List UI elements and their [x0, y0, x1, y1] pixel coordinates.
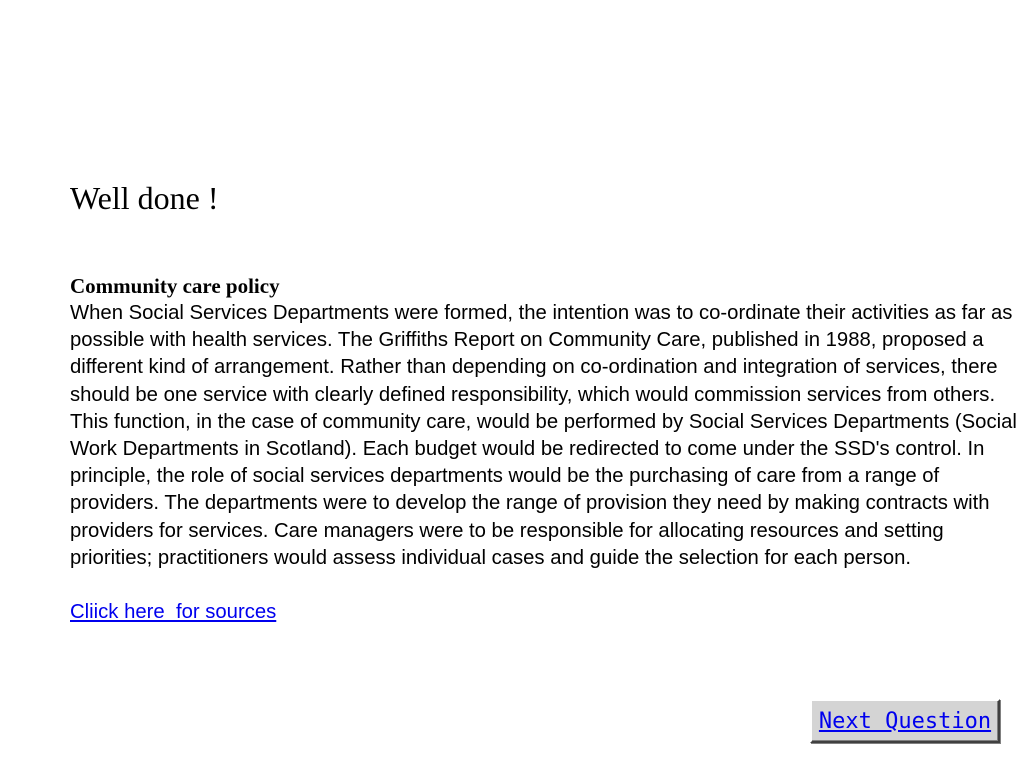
section-body: When Social Services Departments were formed, the intention was to co-ordinate their activities as far as possible with health services. The Griffiths Report on Community Care, published in 1988, proposed a different kind of arrangement. Rather than depending on co-ordination and integration of services, there should be one service with clearly defined responsibility, which would commission services from others. This function, in the case of community care, would be performed by Social Services Departments (Social Work Departments in Scotland). Each budget would be redirected to come under the SSD's control. In principle, the role of social services departments would be the purchasing of care from a range of providers. The departments were to develop the range of provision they need by making contracts with providers for services. Care managers were to be responsible for allocating resources and setting priorities; practitioners would assess individual cases and guide the selection for each person. — [70, 302, 1017, 569]
content-section — [70, 273, 1020, 626]
sources-link[interactable]: Cliick here for sources — [70, 601, 277, 624]
next-question-button[interactable] — [810, 699, 1000, 743]
next-question-label: Next Question — [818, 708, 992, 734]
section-title: Community care policy — [70, 274, 280, 298]
feedback-heading: Well done ! — [70, 180, 219, 216]
